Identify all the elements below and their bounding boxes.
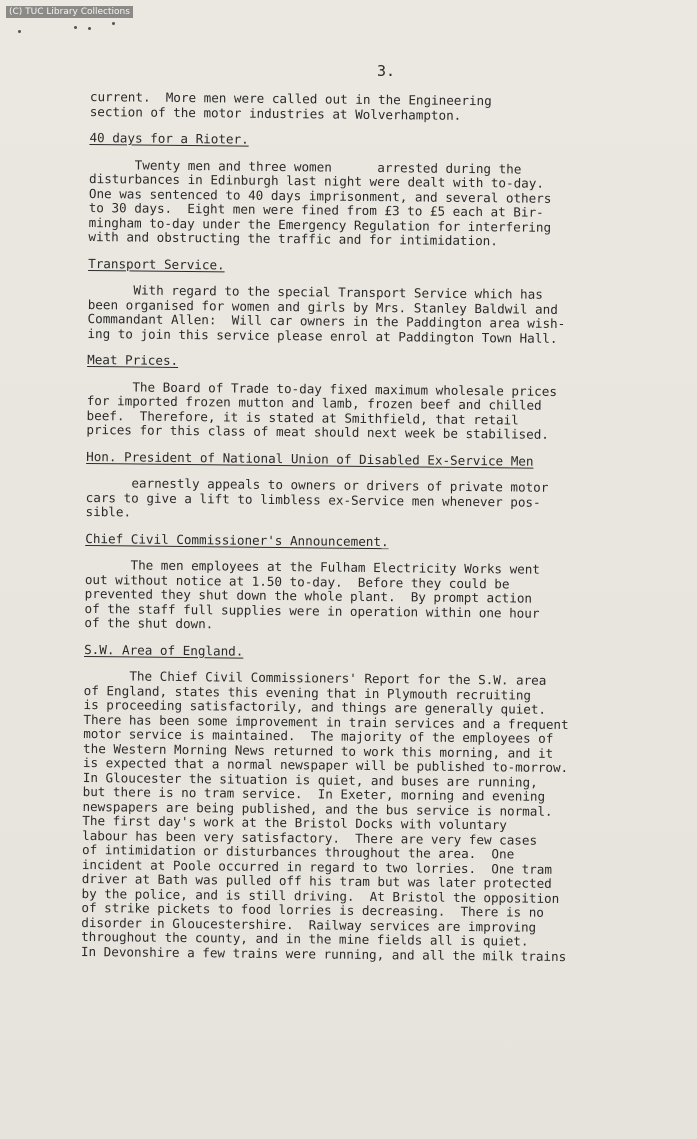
section-heading: Meat Prices. <box>87 351 179 368</box>
section-heading: 40 days for a Rioter. <box>89 129 249 147</box>
section-meat <box>86 353 657 443</box>
section-heading: S.W. Area of England. <box>84 641 244 659</box>
section-rioter <box>88 131 659 250</box>
section-heading: Transport Service. <box>88 255 225 272</box>
intro-paragraph: current. More men were called out in the Engineering section of the motor industries at Wolverhampton. <box>89 89 492 123</box>
section-commissioner <box>84 531 655 636</box>
section-body: earnestly appeals to owners or drivers of private motor cars to give a lift to limbless ex-Service men whenever pos- sible. <box>85 474 549 520</box>
section-body: The men employees at the Fulham Electricity Works went out without notice at 1.50 to-day. Before they could be prevented they shut down the whole plant. By prompt action of the staff full supplies were in operation within one hour of the shut down. <box>84 556 541 632</box>
watermark: (C) TUC Library Collections <box>6 6 133 18</box>
section-disabled-union <box>86 449 657 525</box>
section-heading: Chief Civil Commissioner's Announcement. <box>85 530 389 549</box>
section-heading: Hon. President of National Union of Disabled Ex-Service Men <box>86 448 534 469</box>
section-body: With regard to the special Transport Service which has been organised for women and girls by Mrs. Stanley Baldwil and Commandant Allen: Will car owners in the Paddington area wish- ing to join this service please enrol at Paddington Town Hall. <box>87 281 566 346</box>
section-body: Twenty men and three women arrested during the disturbances in Edinburgh last night were dealt with to-day. One was sentenced to 40 days imprisonment, and several others to 30 days. Eight men were fined from £3 to £5 each at Bir- mingham to-day under the Emergency Regulation for interfering with and obstructing the traffic and for intimidation. <box>88 156 552 249</box>
section-transport <box>87 256 658 346</box>
section-body: The Chief Civil Commissioners' Report for the S.W. area of England, states this evening that in Plymouth recruiting is proceeding satisfactorily, and things are generally quiet. There has been some improvement in train services and a frequent motor service is maintained. The majority of the employees of the Western Morning News returned to work this morning, and it is expected that a normal newspaper will be published to-morrow. In Gloucester the situation is quiet, and buses are running, but there is no tram service. In Exeter, morning and evening newspapers are being published, and the bus service is normal. The first day's work at the Bristol Docks with voluntary labour has been very satisfactory. There are very few cases of intimidation or disturbances throughout the area. One incident at Poole occurred in regard to two lorries. One tram driver at Bath was pulled off his tram but was later protected by the police, and is still driving. At Bristol the opposition of strike pickets to food lorries is decreasing. There is no disorder in Gloucestershire. Railway services are improving throughout the county, and in the mine fields all is quiet. In Devonshire a few trains were running, and all the milk trains <box>80 667 569 964</box>
section-body: The Board of Trade to-day fixed maximum wholesale prices for imported frozen mutton and lamb, frozen beef and chilled beef. Therefore, it is stated at Smithfield, that retail prices for this class of meat should next week be stabilised. <box>86 378 558 442</box>
section-sw-area <box>81 642 654 964</box>
page-number: 3. <box>377 62 396 80</box>
document-body <box>81 90 660 965</box>
